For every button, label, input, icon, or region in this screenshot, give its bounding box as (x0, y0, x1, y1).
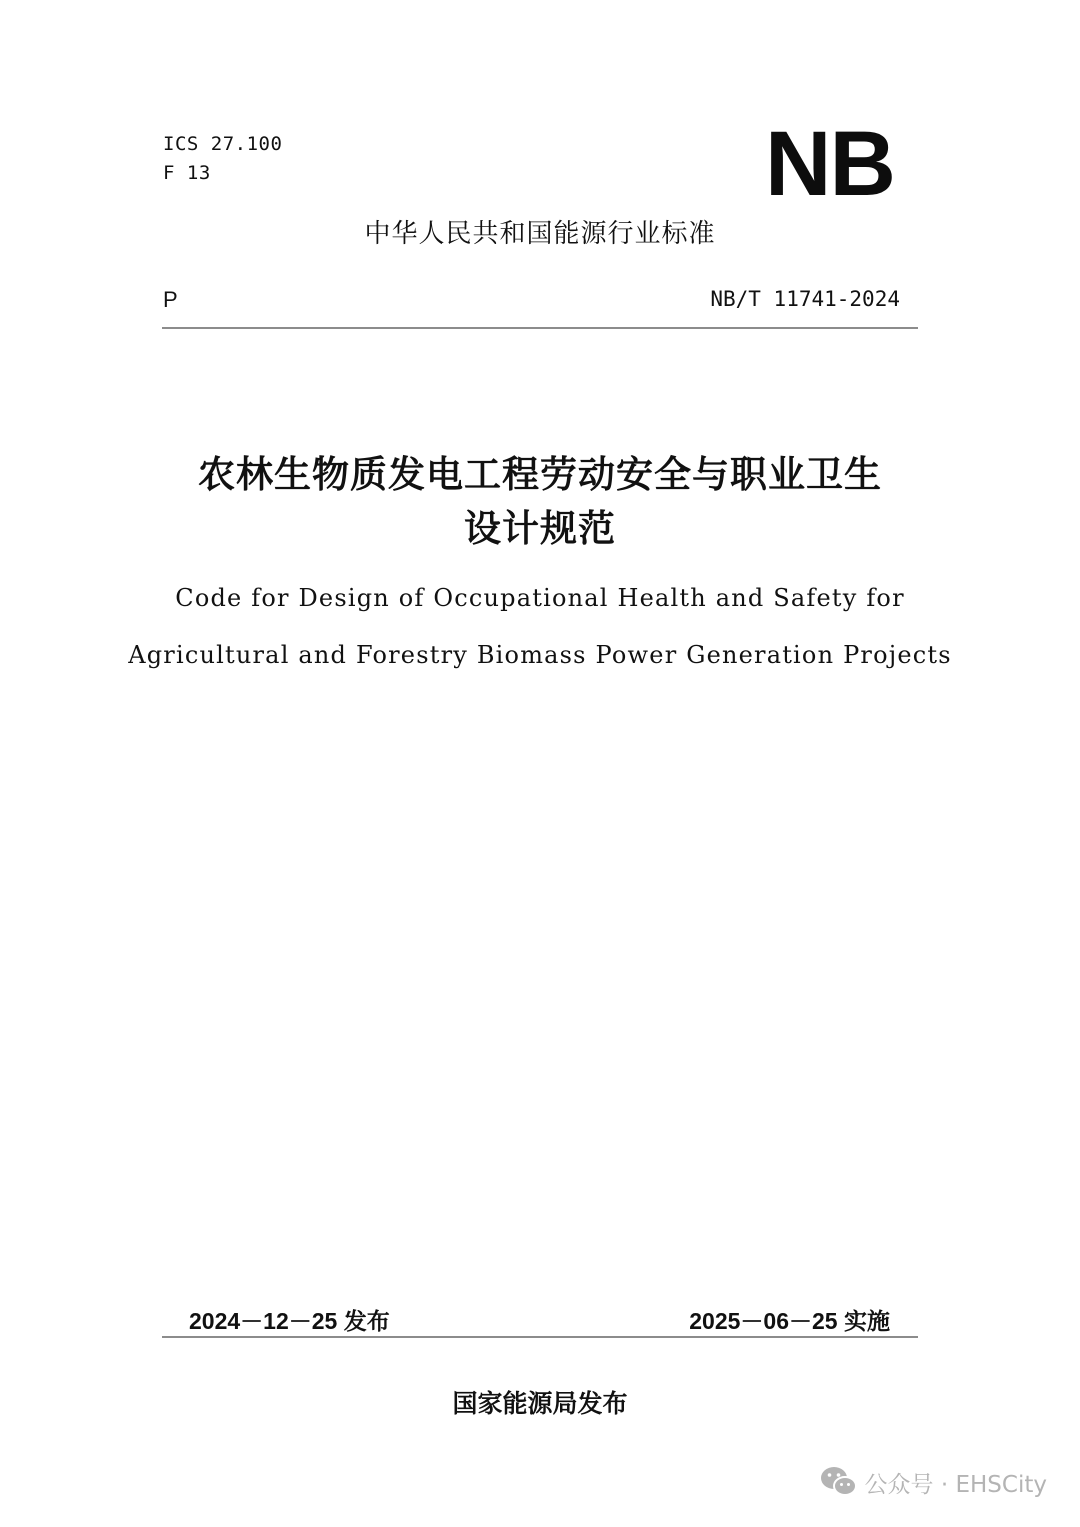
implementation-date: 2025－06－25 实施 (689, 1308, 890, 1334)
chinese-title-line-2: 设计规范 (464, 507, 616, 550)
watermark (819, 1465, 1047, 1499)
english-title-line-2: Agricultural and Forestry Biomass Power Generation Projects (128, 641, 952, 669)
standard-type: 中华人民共和国能源行业标准 (364, 219, 716, 249)
chinese-title-line-1: 农林生物质发电工程劳动安全与职业卫生 (198, 453, 882, 496)
footer-divider (162, 1336, 918, 1338)
ics-code: ICS 27.100 (163, 133, 283, 155)
ccs-code: F 13 (163, 162, 211, 184)
issue-date: 2024－12－25 发布 (189, 1308, 390, 1334)
wechat-icon (819, 1465, 859, 1499)
watermark-text: 公众号 · EHSCity (864, 1471, 1047, 1498)
publisher: 国家能源局发布 (452, 1389, 628, 1418)
english-title-line-1: Code for Design of Occupational Health and Safety for (175, 584, 905, 612)
standard-category: P (163, 287, 178, 312)
header-divider (162, 327, 918, 329)
standard-number: NB/T 11741-2024 (710, 287, 900, 311)
nb-logo: NB (765, 113, 894, 215)
